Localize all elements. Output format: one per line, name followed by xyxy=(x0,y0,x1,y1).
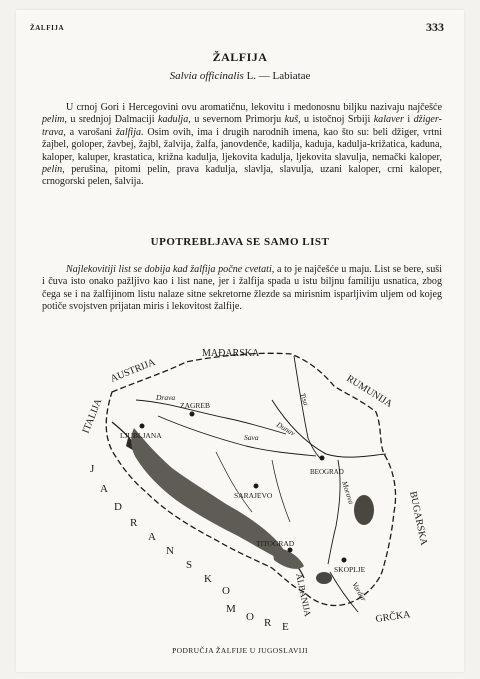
river-label-vardar: Vardar xyxy=(350,580,369,603)
sea-letter: A xyxy=(148,531,157,543)
river-label-tisa: Tisa xyxy=(298,391,311,407)
section-heading: UPOTREBLJAVA SE SAMO LIST xyxy=(150,236,330,248)
text-run: u severnom Primorju xyxy=(190,114,285,126)
usage-paragraph xyxy=(42,264,442,314)
botanical-author: L. — Labiatae xyxy=(246,70,311,82)
city-label-beograd: BEOGRAD xyxy=(310,468,344,476)
text-run: i xyxy=(403,114,414,126)
italic-term: kadulja, xyxy=(157,114,191,126)
latin-name: Salvia officinalis xyxy=(169,70,244,82)
country-label-bulgaria: BUGARSKA xyxy=(407,490,430,547)
map-caption: PODRUČJA ŽALFIJE U JUGOSLAVIJI xyxy=(172,646,308,655)
sea-letter: O xyxy=(222,585,231,597)
sea-letter: O xyxy=(246,611,255,623)
book-page xyxy=(16,10,464,672)
text-run: U crnoj Gori i Hercegovini ovu aromatičnu, lekovitu i medonosnu biljku nazivaju najčešće xyxy=(66,102,442,113)
country-label-hungary: MAĐARSKA xyxy=(202,348,260,359)
sage-area xyxy=(354,495,374,525)
yugoslavia-sage-map xyxy=(76,342,446,632)
article-title: ŽALFIJA xyxy=(212,50,268,64)
sea-letter: M xyxy=(226,603,237,615)
city-label-zagreb: ZAGREB xyxy=(180,401,210,410)
city-label-sarajevo: SARAJEVO xyxy=(234,491,273,500)
sea-letter: R xyxy=(130,517,139,529)
intro-paragraph xyxy=(42,102,442,189)
text-run: a to je najčešće u maju. List se bere, suši i čuva isto onako pažljivo kao i list nane, jer i žalfija spada u istu biljnu familiju usnatica, zbog čega se i na žalfijinom listu nalaze sitne sekretorne žlezde sa mirisnim isparljivim uljem od kojeg potiče svojstven prijatan miris i lekovitost žalfije. xyxy=(42,264,442,313)
text-run: a varošani xyxy=(65,126,116,138)
text-run: perušina, pitomi pelin, prava kadulja, slavlja, slavulja, uzani kaloper, crni kaloper, crnogorski pelen, šalvija. xyxy=(42,164,442,188)
river xyxy=(272,460,290,522)
city-marker xyxy=(140,424,145,429)
sea-letter: D xyxy=(114,501,123,513)
country-label-austria: AUSTRIJA xyxy=(109,356,157,385)
country-label-albania: ALBANIJA xyxy=(294,572,313,618)
city-marker xyxy=(342,558,347,563)
river-drava xyxy=(136,400,286,434)
country-label-greece: GRČKA xyxy=(374,609,412,625)
sage-area xyxy=(316,572,332,584)
sea-letter: K xyxy=(204,573,213,585)
city-marker xyxy=(288,548,293,553)
sea-letter: R xyxy=(264,617,273,629)
sea-letter: J xyxy=(90,463,96,475)
text-run: u srednjoj Dalmaciji xyxy=(66,114,158,126)
country-label-italy: ITALIJA xyxy=(80,397,105,436)
river-tisa xyxy=(294,356,320,458)
city-label-titograd: TITOGRAD xyxy=(256,539,295,548)
italic-term: kalaver xyxy=(373,114,404,126)
text-run: Osim ovih, ima i drugih narodnih imena, kao što su: beli džiger, vrtni žajbel, goloper, žavbej, žajbl, žalvija, žalfa, janovdenče, kadilja, kaduja, kadulja-križatica, kaduna, kaloper, kaluper, krastatica, križna kadulja, ljekovita kadulja, ljekovita slavulja, nemački kaloper, xyxy=(42,126,442,163)
city-marker xyxy=(254,484,259,489)
page-number: 333 xyxy=(426,20,444,34)
country-label-romania: RUMUNIJA xyxy=(344,373,395,410)
italic-term: pelim, xyxy=(42,114,67,126)
river-label-drava: Drava xyxy=(156,393,176,402)
city-label-ljubljana: LJUBLJANA xyxy=(120,431,162,440)
sea-letter: E xyxy=(282,621,290,632)
sea-letter: N xyxy=(166,545,175,557)
running-head: ŽALFIJA xyxy=(30,24,65,32)
italic-term: pelin, xyxy=(42,164,65,176)
sea-letter: S xyxy=(186,559,194,571)
article-subtitle xyxy=(16,70,464,82)
city-marker xyxy=(190,412,195,417)
sea-letter: A xyxy=(100,483,109,495)
italic-term: kuš, xyxy=(284,114,301,126)
italic-term: Najlekovitiji list se dobija kad žalfija počne cvetati, xyxy=(66,264,275,275)
river-label-morava: Morava xyxy=(340,479,356,506)
river-label-sava: Sava xyxy=(244,433,259,442)
italic-term: džiger-trava, xyxy=(42,114,442,138)
city-label-skoplje: SKOPLJE xyxy=(334,565,366,574)
text-run: u istočnoj Srbiji xyxy=(300,114,374,126)
river-label-dunav: Dunav xyxy=(275,419,297,438)
italic-term: žalfija. xyxy=(115,126,144,138)
city-marker xyxy=(320,456,325,461)
